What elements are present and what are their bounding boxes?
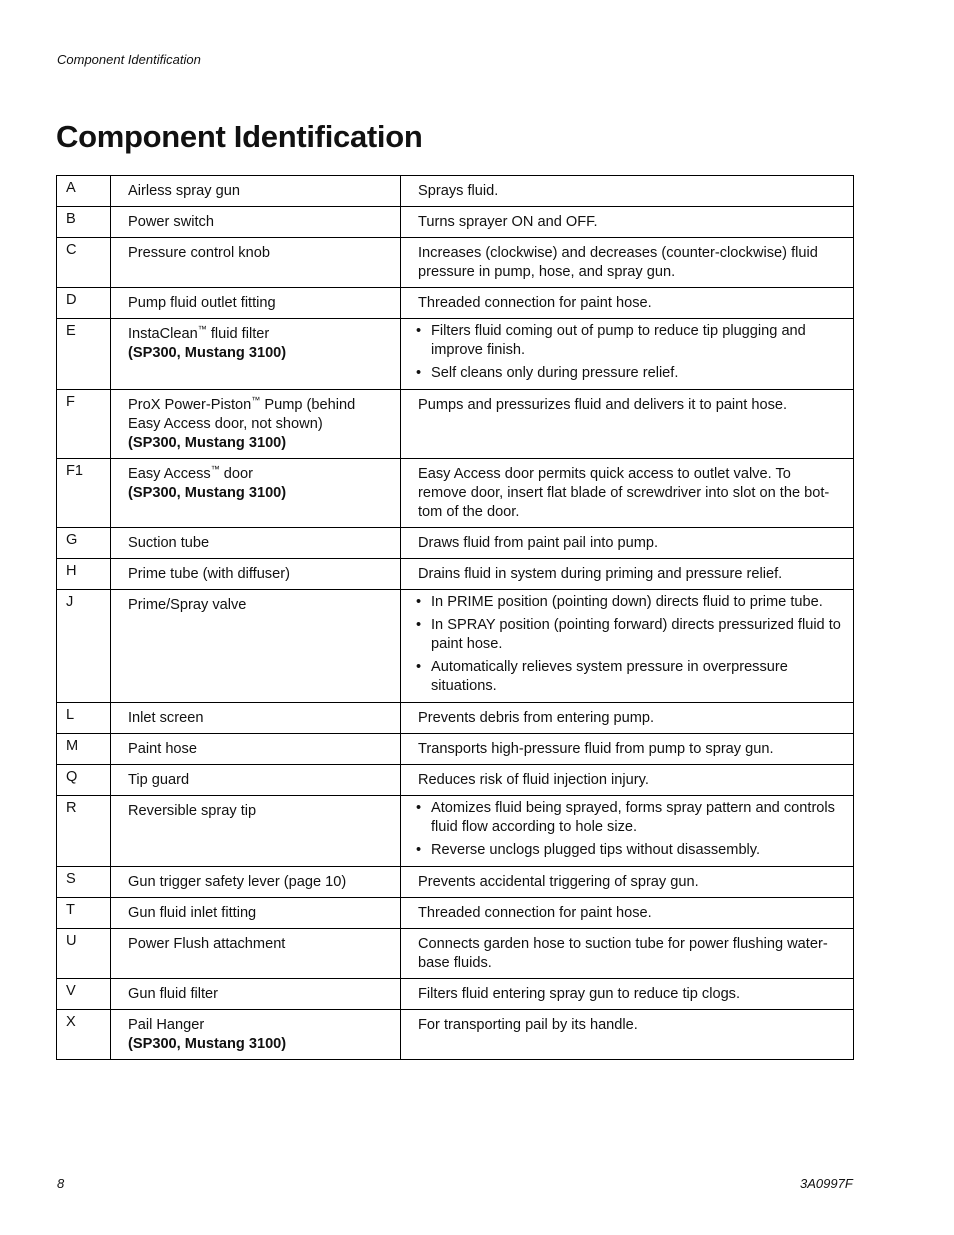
table-row: [57, 288, 854, 319]
component-name-cell: [111, 765, 401, 796]
component-name-cell: [111, 867, 401, 898]
component-description: Easy Access door permits quick access to outlet valve. To remove door, insert flat blade of screwdriver into slot on the bot-tom of the door.: [401, 459, 854, 528]
table-row: [57, 319, 854, 390]
component-name-cell: [111, 288, 401, 319]
description-list: [415, 799, 843, 860]
component-name-cell: [111, 459, 401, 528]
component-letter: H: [57, 559, 111, 590]
document-code: 3A0997F: [800, 1176, 853, 1191]
component-letter: F1: [57, 459, 111, 528]
model-note: (SP300, Mustang 3100): [128, 485, 287, 501]
component-name-cell: [111, 1010, 401, 1060]
component-name: Gun fluid inlet fitting: [128, 905, 257, 921]
component-name: Gun fluid filter: [128, 986, 219, 1002]
component-description: Threaded connection for paint hose.: [401, 898, 854, 929]
component-name: Prime/Spray valve: [128, 597, 247, 613]
component-name: ProX Power-Piston: [128, 397, 252, 413]
table-row: [57, 898, 854, 929]
table-row: [57, 979, 854, 1010]
table-row: [57, 207, 854, 238]
component-description: Filters fluid entering spray gun to reduce tip clogs.: [401, 979, 854, 1010]
table-row: [57, 703, 854, 734]
component-name-cell: [111, 898, 401, 929]
component-name: Gun trigger safety lever (page 10): [128, 874, 347, 890]
component-letter: B: [57, 207, 111, 238]
table-row: [57, 867, 854, 898]
component-name: Power switch: [128, 214, 214, 230]
component-name: Power Flush attachment: [128, 936, 286, 952]
list-item: • Self cleans only during pressure relief.: [415, 364, 843, 383]
trademark-symbol: ™: [251, 395, 261, 406]
table-row: [57, 176, 854, 207]
component-name-cell: [111, 238, 401, 288]
component-name-cell: [111, 319, 401, 390]
component-name-cell: [111, 559, 401, 590]
component-name: Suction tube: [128, 535, 210, 551]
component-letter: G: [57, 528, 111, 559]
list-item: • Reverse unclogs plugged tips without disassembly.: [415, 841, 843, 860]
list-item: • Automatically relieves system pressure in overpressure situations.: [415, 658, 843, 696]
running-header: Component Identification: [57, 52, 201, 67]
component-letter: C: [57, 238, 111, 288]
component-letter: X: [57, 1010, 111, 1060]
component-description: Drains fluid in system during priming and pressure relief.: [401, 559, 854, 590]
component-name-cell: [111, 979, 401, 1010]
component-name: Pressure control knob: [128, 245, 270, 261]
table-row: [57, 590, 854, 703]
table-row: [57, 390, 854, 459]
component-name-cell: [111, 703, 401, 734]
component-name: Inlet screen: [128, 710, 204, 726]
component-description: Turns sprayer ON and OFF.: [401, 207, 854, 238]
description-list: [415, 322, 843, 383]
model-note: (SP300, Mustang 3100): [128, 1036, 287, 1052]
component-letter: R: [57, 796, 111, 867]
table-row: [57, 528, 854, 559]
component-description: Connects garden hose to suction tube for power flushing water-base fluids.: [401, 929, 854, 979]
model-note: (SP300, Mustang 3100): [128, 345, 287, 361]
component-table: [56, 175, 854, 1060]
component-description: Transports high-pressure fluid from pump to spray gun.: [401, 734, 854, 765]
component-letter: A: [57, 176, 111, 207]
page-number: 8: [57, 1176, 65, 1191]
component-name-cell: [111, 796, 401, 867]
component-description: Increases (clockwise) and decreases (counter-clockwise) fluid pressure in pump, hose, and spray gun.: [401, 238, 854, 288]
component-name-suffix: Pump (behind Easy Access door, not shown): [128, 397, 356, 432]
component-name: Reversible spray tip: [128, 803, 257, 819]
trademark-symbol: ™: [197, 324, 207, 335]
component-name-suffix: door: [219, 466, 253, 482]
model-note: (SP300, Mustang 3100): [128, 435, 287, 451]
list-item: • In SPRAY position (pointing forward) directs pressurized fluid to paint hose.: [415, 616, 843, 654]
component-description: [401, 319, 854, 390]
component-name-cell: [111, 176, 401, 207]
component-description: Threaded connection for paint hose.: [401, 288, 854, 319]
component-name: Tip guard: [128, 772, 190, 788]
description-list: [415, 593, 843, 696]
page-title: Component Identification: [56, 119, 423, 154]
component-letter: S: [57, 867, 111, 898]
component-name: Pail Hanger: [128, 1017, 205, 1033]
component-letter: D: [57, 288, 111, 319]
component-name-cell: [111, 734, 401, 765]
table-row: [57, 796, 854, 867]
list-item: • Filters fluid coming out of pump to reduce tip plugging and improve finish.: [415, 322, 843, 360]
component-letter: L: [57, 703, 111, 734]
component-description: Prevents debris from entering pump.: [401, 703, 854, 734]
table-row: [57, 238, 854, 288]
component-description: For transporting pail by its handle.: [401, 1010, 854, 1060]
component-description: Prevents accidental triggering of spray gun.: [401, 867, 854, 898]
component-name-cell: [111, 528, 401, 559]
component-letter: E: [57, 319, 111, 390]
component-letter: Q: [57, 765, 111, 796]
table-row: [57, 459, 854, 528]
component-description: Pumps and pressurizes fluid and delivers it to paint hose.: [401, 390, 854, 459]
component-description: Reduces risk of fluid injection injury.: [401, 765, 854, 796]
table-row: [57, 1010, 854, 1060]
component-name-cell: [111, 390, 401, 459]
component-description: [401, 796, 854, 867]
component-letter: M: [57, 734, 111, 765]
component-name-suffix: fluid filter: [206, 326, 270, 342]
component-description: Sprays fluid.: [401, 176, 854, 207]
component-letter: T: [57, 898, 111, 929]
component-description: Draws fluid from paint pail into pump.: [401, 528, 854, 559]
component-name-cell: [111, 590, 401, 703]
component-name-cell: [111, 207, 401, 238]
component-name: Paint hose: [128, 741, 197, 757]
trademark-symbol: ™: [210, 464, 220, 475]
component-name: Easy Access: [128, 466, 211, 482]
component-letter: U: [57, 929, 111, 979]
component-letter: V: [57, 979, 111, 1010]
table-row: [57, 929, 854, 979]
component-name: Airless spray gun: [128, 183, 240, 199]
component-description: [401, 590, 854, 703]
table-row: [57, 765, 854, 796]
component-name: InstaClean: [128, 326, 198, 342]
component-name: Pump fluid outlet fitting: [128, 295, 276, 311]
table-row: [57, 559, 854, 590]
component-letter: F: [57, 390, 111, 459]
component-letter: J: [57, 590, 111, 703]
list-item: • Atomizes fluid being sprayed, forms spray pattern and controls fluid flow according to hole size.: [415, 799, 843, 837]
list-item: • In PRIME position (pointing down) directs fluid to prime tube.: [415, 593, 843, 612]
component-name: Prime tube (with diffuser): [128, 566, 290, 582]
table-row: [57, 734, 854, 765]
component-name-cell: [111, 929, 401, 979]
